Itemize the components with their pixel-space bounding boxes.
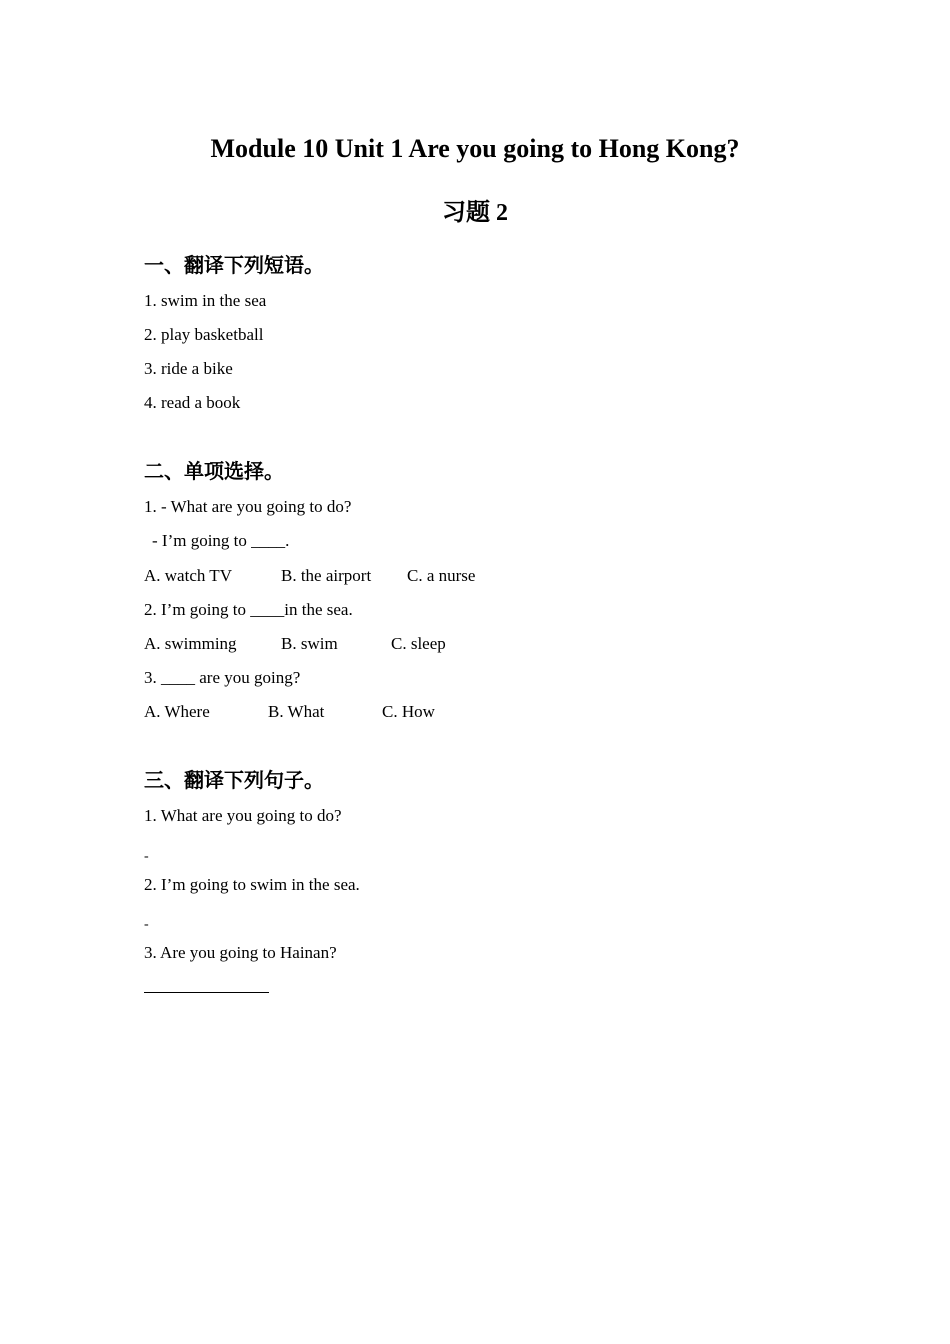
section3-item: 3. Are you going to Hainan? <box>144 943 337 962</box>
section3-item: 1. What are you going to do? <box>144 806 342 825</box>
question-2-option-a: A. swimming <box>144 634 237 653</box>
page-title: Module 10 Unit 1 Are you going to Hong Kong? <box>210 134 740 163</box>
section2-heading: 二、单项选择。 <box>144 459 284 483</box>
question-2: 2. I’m going to ____in the sea. <box>144 600 353 619</box>
question-3-option-c: C. How <box>382 702 435 721</box>
answer-marker: - <box>144 849 149 864</box>
section3-heading: 三、翻译下列句子。 <box>144 768 324 792</box>
question-1-option-b: B. the airport <box>281 566 372 585</box>
question-2-option-b: B. swim <box>281 634 338 653</box>
answer-marker: - <box>144 917 149 932</box>
section1-heading: 一、翻译下列短语。 <box>144 253 324 277</box>
section1-item: 4. read a book <box>144 393 241 412</box>
question-3: 3. ____ are you going? <box>144 668 301 687</box>
question-1-option-a: A. watch TV <box>144 566 232 585</box>
section1-item: 3. ride a bike <box>144 359 233 378</box>
section1-item: 2. play basketball <box>144 325 264 344</box>
question-1-option-c: C. a nurse <box>407 566 476 585</box>
section3-item: 2. I’m going to swim in the sea. <box>144 875 360 894</box>
page-subtitle: 习题 2 <box>442 200 508 226</box>
section1-item: 1. swim in the sea <box>144 291 267 310</box>
answer-line <box>144 992 269 993</box>
question-1: 1. - What are you going to do? <box>144 497 352 516</box>
question-2-option-c: C. sleep <box>391 634 446 653</box>
question-3-option-a: A. Where <box>144 702 210 721</box>
question-1-answer-line: - I’m going to ____. <box>152 531 290 550</box>
question-3-option-b: B. What <box>268 702 325 721</box>
